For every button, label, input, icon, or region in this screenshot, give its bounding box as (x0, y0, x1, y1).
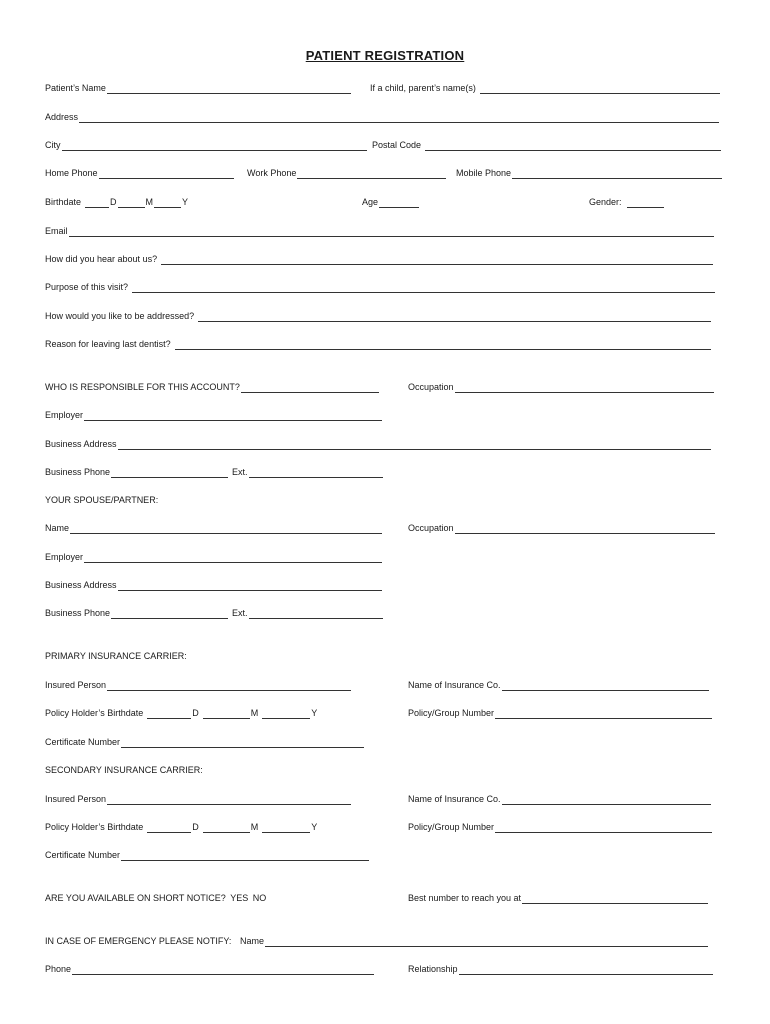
secondary-insurer-name-line[interactable] (502, 795, 711, 805)
best-number-field[interactable] (408, 893, 708, 904)
responsible-employer-label: Employer (45, 410, 84, 420)
primary-holder-month-label: M (250, 708, 259, 718)
responsible-business-phone-label: Business Phone (45, 467, 111, 477)
spouse-ext-line[interactable] (249, 609, 383, 619)
purpose-line[interactable] (132, 283, 715, 293)
birth-month-line[interactable] (118, 198, 145, 208)
responsible-occupation-label: Occupation (408, 382, 454, 392)
responsible-employer-field[interactable] (45, 410, 382, 421)
mobile-phone-field[interactable] (456, 168, 722, 179)
emergency-name-label: Name (240, 936, 265, 946)
gender-label: Gender: (589, 197, 622, 207)
primary-holder-year-label: Y (311, 708, 318, 718)
primary-insured-line[interactable] (107, 681, 351, 691)
address-field[interactable] (45, 112, 719, 123)
primary-holder-day-label: D (192, 708, 199, 718)
responsible-business-address-label: Business Address (45, 439, 117, 449)
primary-insurer-name-label: Name of Insurance Co. (408, 680, 501, 690)
spouse-employer-label: Employer (45, 552, 84, 562)
email-line[interactable] (69, 227, 714, 237)
birthdate-label: Birthdate (45, 197, 82, 207)
birth-month-label: M (145, 197, 154, 207)
postal-code-line[interactable] (425, 141, 721, 151)
reason-field[interactable] (45, 339, 711, 350)
parent-name-field[interactable] (370, 83, 720, 94)
emergency-relationship-label: Relationship (408, 964, 458, 974)
responsible-business-address-field[interactable] (45, 439, 711, 450)
page-title: PATIENT REGISTRATION (305, 48, 465, 63)
spouse-ext-label: Ext. (232, 608, 248, 618)
primary-policy-field[interactable] (408, 708, 712, 719)
responsible-business-phone-line[interactable] (111, 468, 228, 478)
email-field[interactable] (45, 226, 714, 237)
work-phone-line[interactable] (297, 169, 446, 179)
secondary-insurer-name-field[interactable] (408, 794, 711, 805)
gender-line[interactable] (627, 198, 664, 208)
secondary-certificate-line[interactable] (121, 851, 369, 861)
spouse-occupation-field[interactable] (408, 523, 715, 534)
secondary-insurer-name-label: Name of Insurance Co. (408, 794, 501, 804)
spouse-business-phone-label: Business Phone (45, 608, 111, 618)
city-line[interactable] (62, 141, 368, 151)
email-label: Email (45, 226, 68, 236)
secondary-certificate-field[interactable] (45, 850, 369, 861)
secondary-insured-line[interactable] (107, 795, 351, 805)
responsible-heading: WHO IS RESPONSIBLE FOR THIS ACCOUNT? (45, 382, 240, 392)
spouse-name-label: Name (45, 523, 70, 533)
spouse-name-line[interactable] (70, 524, 382, 534)
secondary-policy-field[interactable] (408, 822, 712, 833)
responsible-business-address-line[interactable] (118, 440, 711, 450)
primary-insurer-name-line[interactable] (502, 681, 709, 691)
secondary-holder-month-label: M (250, 822, 259, 832)
spouse-business-address-label: Business Address (45, 580, 117, 590)
primary-policy-line[interactable] (495, 709, 712, 719)
primary-holder-birthdate-label: Policy Holder’s Birthdate (45, 708, 144, 718)
addressed-line[interactable] (198, 312, 711, 322)
primary-holder-day-line[interactable] (147, 709, 191, 719)
home-phone-field[interactable] (45, 168, 234, 179)
short-notice-row (45, 893, 266, 904)
parent-name-line[interactable] (480, 84, 720, 94)
reason-line[interactable] (175, 340, 711, 350)
emergency-phone-field[interactable] (45, 964, 374, 975)
postal-code-field[interactable] (372, 140, 721, 151)
home-phone-label: Home Phone (45, 168, 98, 178)
spouse-heading: YOUR SPOUSE/PARTNER: (45, 495, 159, 505)
secondary-holder-birthdate-label: Policy Holder’s Birthdate (45, 822, 144, 832)
secondary-holder-day-line[interactable] (147, 823, 191, 833)
emergency-phone-line[interactable] (72, 965, 374, 975)
responsible-occupation-line[interactable] (455, 383, 714, 393)
best-number-label: Best number to reach you at (408, 893, 522, 903)
purpose-label: Purpose of this visit? (45, 282, 129, 292)
spouse-business-address-line[interactable] (118, 581, 382, 591)
primary-holder-month-line[interactable] (203, 709, 250, 719)
primary-certificate-label: Certificate Number (45, 737, 121, 747)
patient-name-label: Patient’s Name (45, 83, 106, 93)
short-notice-yes-option[interactable]: YES (230, 893, 249, 903)
primary-certificate-line[interactable] (121, 738, 364, 748)
mobile-phone-line[interactable] (512, 169, 722, 179)
responsible-field[interactable] (45, 382, 379, 393)
address-line[interactable] (79, 113, 719, 123)
city-field[interactable] (45, 140, 367, 151)
secondary-insured-label: Insured Person (45, 794, 107, 804)
secondary-holder-month-line[interactable] (203, 823, 250, 833)
mobile-phone-label: Mobile Phone (456, 168, 512, 178)
responsible-ext-label: Ext. (232, 467, 248, 477)
best-number-line[interactable] (522, 894, 708, 904)
responsible-business-phone-field[interactable] (45, 467, 228, 478)
city-label: City (45, 140, 61, 150)
secondary-policy-label: Policy/Group Number (408, 822, 495, 832)
secondary-holder-day-label: D (192, 822, 199, 832)
primary-insured-label: Insured Person (45, 680, 107, 690)
primary-holder-birthdate-field[interactable] (45, 708, 317, 719)
primary-insurance-heading: PRIMARY INSURANCE CARRIER: (45, 651, 187, 661)
short-notice-no-option[interactable]: NO (252, 893, 267, 903)
spouse-business-address-field[interactable] (45, 580, 382, 591)
spouse-employer-field[interactable] (45, 552, 382, 563)
address-label: Address (45, 112, 79, 122)
home-phone-line[interactable] (99, 169, 234, 179)
birth-day-label: D (110, 197, 117, 207)
responsible-ext-field[interactable] (232, 467, 383, 478)
hear-about-line[interactable] (161, 255, 713, 265)
parent-name-label: If a child, parent’s name(s) (370, 83, 476, 93)
secondary-holder-year-label: Y (311, 822, 318, 832)
primary-policy-label: Policy/Group Number (408, 708, 495, 718)
reason-label: Reason for leaving last dentist? (45, 339, 171, 349)
emergency-relationship-line[interactable] (459, 965, 713, 975)
hear-about-field[interactable] (45, 254, 713, 265)
short-notice-question: ARE YOU AVAILABLE ON SHORT NOTICE? (45, 893, 226, 903)
primary-certificate-field[interactable] (45, 737, 364, 748)
responsible-line[interactable] (241, 383, 379, 393)
purpose-field[interactable] (45, 282, 715, 293)
birth-day-line[interactable] (85, 198, 109, 208)
spouse-business-phone-line[interactable] (111, 609, 228, 619)
secondary-policy-line[interactable] (495, 823, 712, 833)
secondary-certificate-label: Certificate Number (45, 850, 121, 860)
spouse-occupation-label: Occupation (408, 523, 454, 533)
age-label: Age (362, 197, 379, 207)
hear-about-label: How did you hear about us? (45, 254, 158, 264)
postal-code-label: Postal Code (372, 140, 422, 150)
birthdate-field[interactable] (45, 197, 188, 208)
secondary-insurance-heading: SECONDARY INSURANCE CARRIER: (45, 765, 203, 775)
responsible-employer-line[interactable] (84, 411, 382, 421)
spouse-business-phone-field[interactable] (45, 608, 228, 619)
primary-insured-field[interactable] (45, 680, 351, 691)
work-phone-field[interactable] (247, 168, 446, 179)
spouse-name-field[interactable] (45, 523, 382, 534)
birth-year-line[interactable] (154, 198, 181, 208)
emergency-phone-label: Phone (45, 964, 72, 974)
spouse-occupation-line[interactable] (455, 524, 715, 534)
age-line[interactable] (379, 198, 419, 208)
spouse-employer-line[interactable] (84, 553, 382, 563)
secondary-holder-birthdate-field[interactable] (45, 822, 317, 833)
emergency-heading: IN CASE OF EMERGENCY PLEASE NOTIFY: (45, 936, 232, 946)
responsible-ext-line[interactable] (249, 468, 383, 478)
responsible-occupation-field[interactable] (408, 382, 714, 393)
emergency-name-line[interactable] (265, 937, 708, 947)
patient-name-field[interactable] (45, 83, 351, 94)
birth-year-label: Y (182, 197, 189, 207)
work-phone-label: Work Phone (247, 168, 297, 178)
emergency-name-field[interactable] (240, 936, 708, 947)
spouse-ext-field[interactable] (232, 608, 383, 619)
secondary-holder-year-line[interactable] (262, 823, 310, 833)
age-field[interactable] (362, 197, 419, 208)
patient-name-line[interactable] (107, 84, 351, 94)
addressed-label: How would you like to be addressed? (45, 311, 195, 321)
addressed-field[interactable] (45, 311, 711, 322)
gender-field[interactable] (589, 197, 664, 208)
primary-holder-year-line[interactable] (262, 709, 310, 719)
primary-insurer-name-field[interactable] (408, 680, 709, 691)
emergency-relationship-field[interactable] (408, 964, 713, 975)
secondary-insured-field[interactable] (45, 794, 351, 805)
